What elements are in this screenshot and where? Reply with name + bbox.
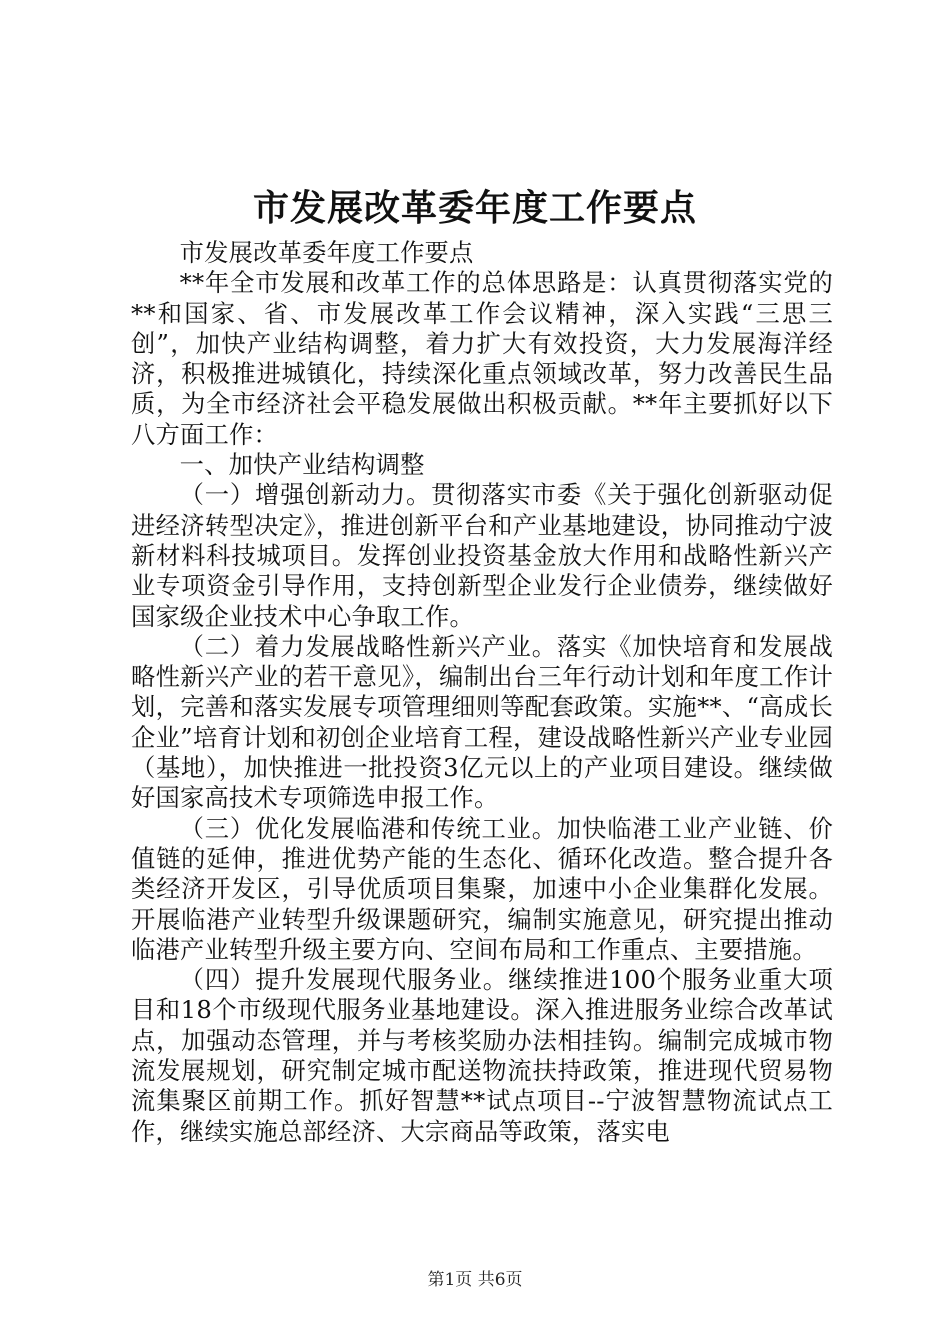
paragraph-overview: **年全市发展和改革工作的总体思路是：认真贯彻落实党的**和国家、省、市发展改革工作会议精神，深入实践“三思三创”，加快产业结构调整，着力扩大有效投资，大力发展海洋经济，积极推进城镇化，持续深化重点领域改革，努力改善民生品质，为全市经济社会平稳发展做出积极贡献。**年主要抓好以下八方面工作： — [131, 268, 833, 449]
paragraph-item-4: （四）提升发展现代服务业。继续推进100个服务业重大项目和18个市级现代服务业基地建设。深入推进服务业综合改革试点，加强动态管理，并与考核奖励办法相挂钩。编制完成城市物流发展规划，研究制定城市配送物流扶持政策，推进现代贸易物流集聚区前期工作。抓好智慧**试点项目--宁波智慧物流试点工作，继续实施总部经济、大宗商品等政策，落实电 — [131, 965, 833, 1146]
paragraph-item-3: （三）优化发展临港和传统工业。加快临港工业产业链、价值链的延伸，推进优势产能的生态化、循环化改造。整合提升各类经济开发区，引导优质项目集聚，加速中小企业集群化发展。开展临港产业转型升级课题研究，编制实施意见，研究提出推动临港产业转型升级主要方向、空间布局和工作重点、主要措施。 — [131, 813, 833, 964]
page-number-footer: 第1页 共6页 — [427, 1270, 523, 1290]
document-title: 市发展改革委年度工作要点 — [252, 187, 697, 229]
section-heading-1: 一、加快产业结构调整 — [179, 450, 425, 480]
paragraph-heading-repeat: 市发展改革委年度工作要点 — [179, 238, 474, 267]
paragraph-item-2: （二）着力发展战略性新兴产业。落实《加快培育和发展战略性新兴产业的若干意见》，编制出台三年行动计划和年度工作计划，完善和落实发展专项管理细则等配套政策。实施**、“高成长企业”培育计划和初创企业培育工程，建设战略性新兴产业专业园（基地），加快推进一批投资3亿元以上的产业项目建设。继续做好国家高技术专项筛选申报工作。 — [131, 631, 833, 813]
document-body — [131, 238, 833, 1147]
paragraph-item-1: （一）增强创新动力。贯彻落实市委《关于强化创新驱动促进经济转型决定》，推进创新平台和产业基地建设，协同推动宁波新材料科技城项目。发挥创业投资基金放大作用和战略性新兴产业专项资金引导作用，支持创新型企业发行企业债券，继续做好国家级企业技术中心争取工作。 — [131, 480, 833, 631]
